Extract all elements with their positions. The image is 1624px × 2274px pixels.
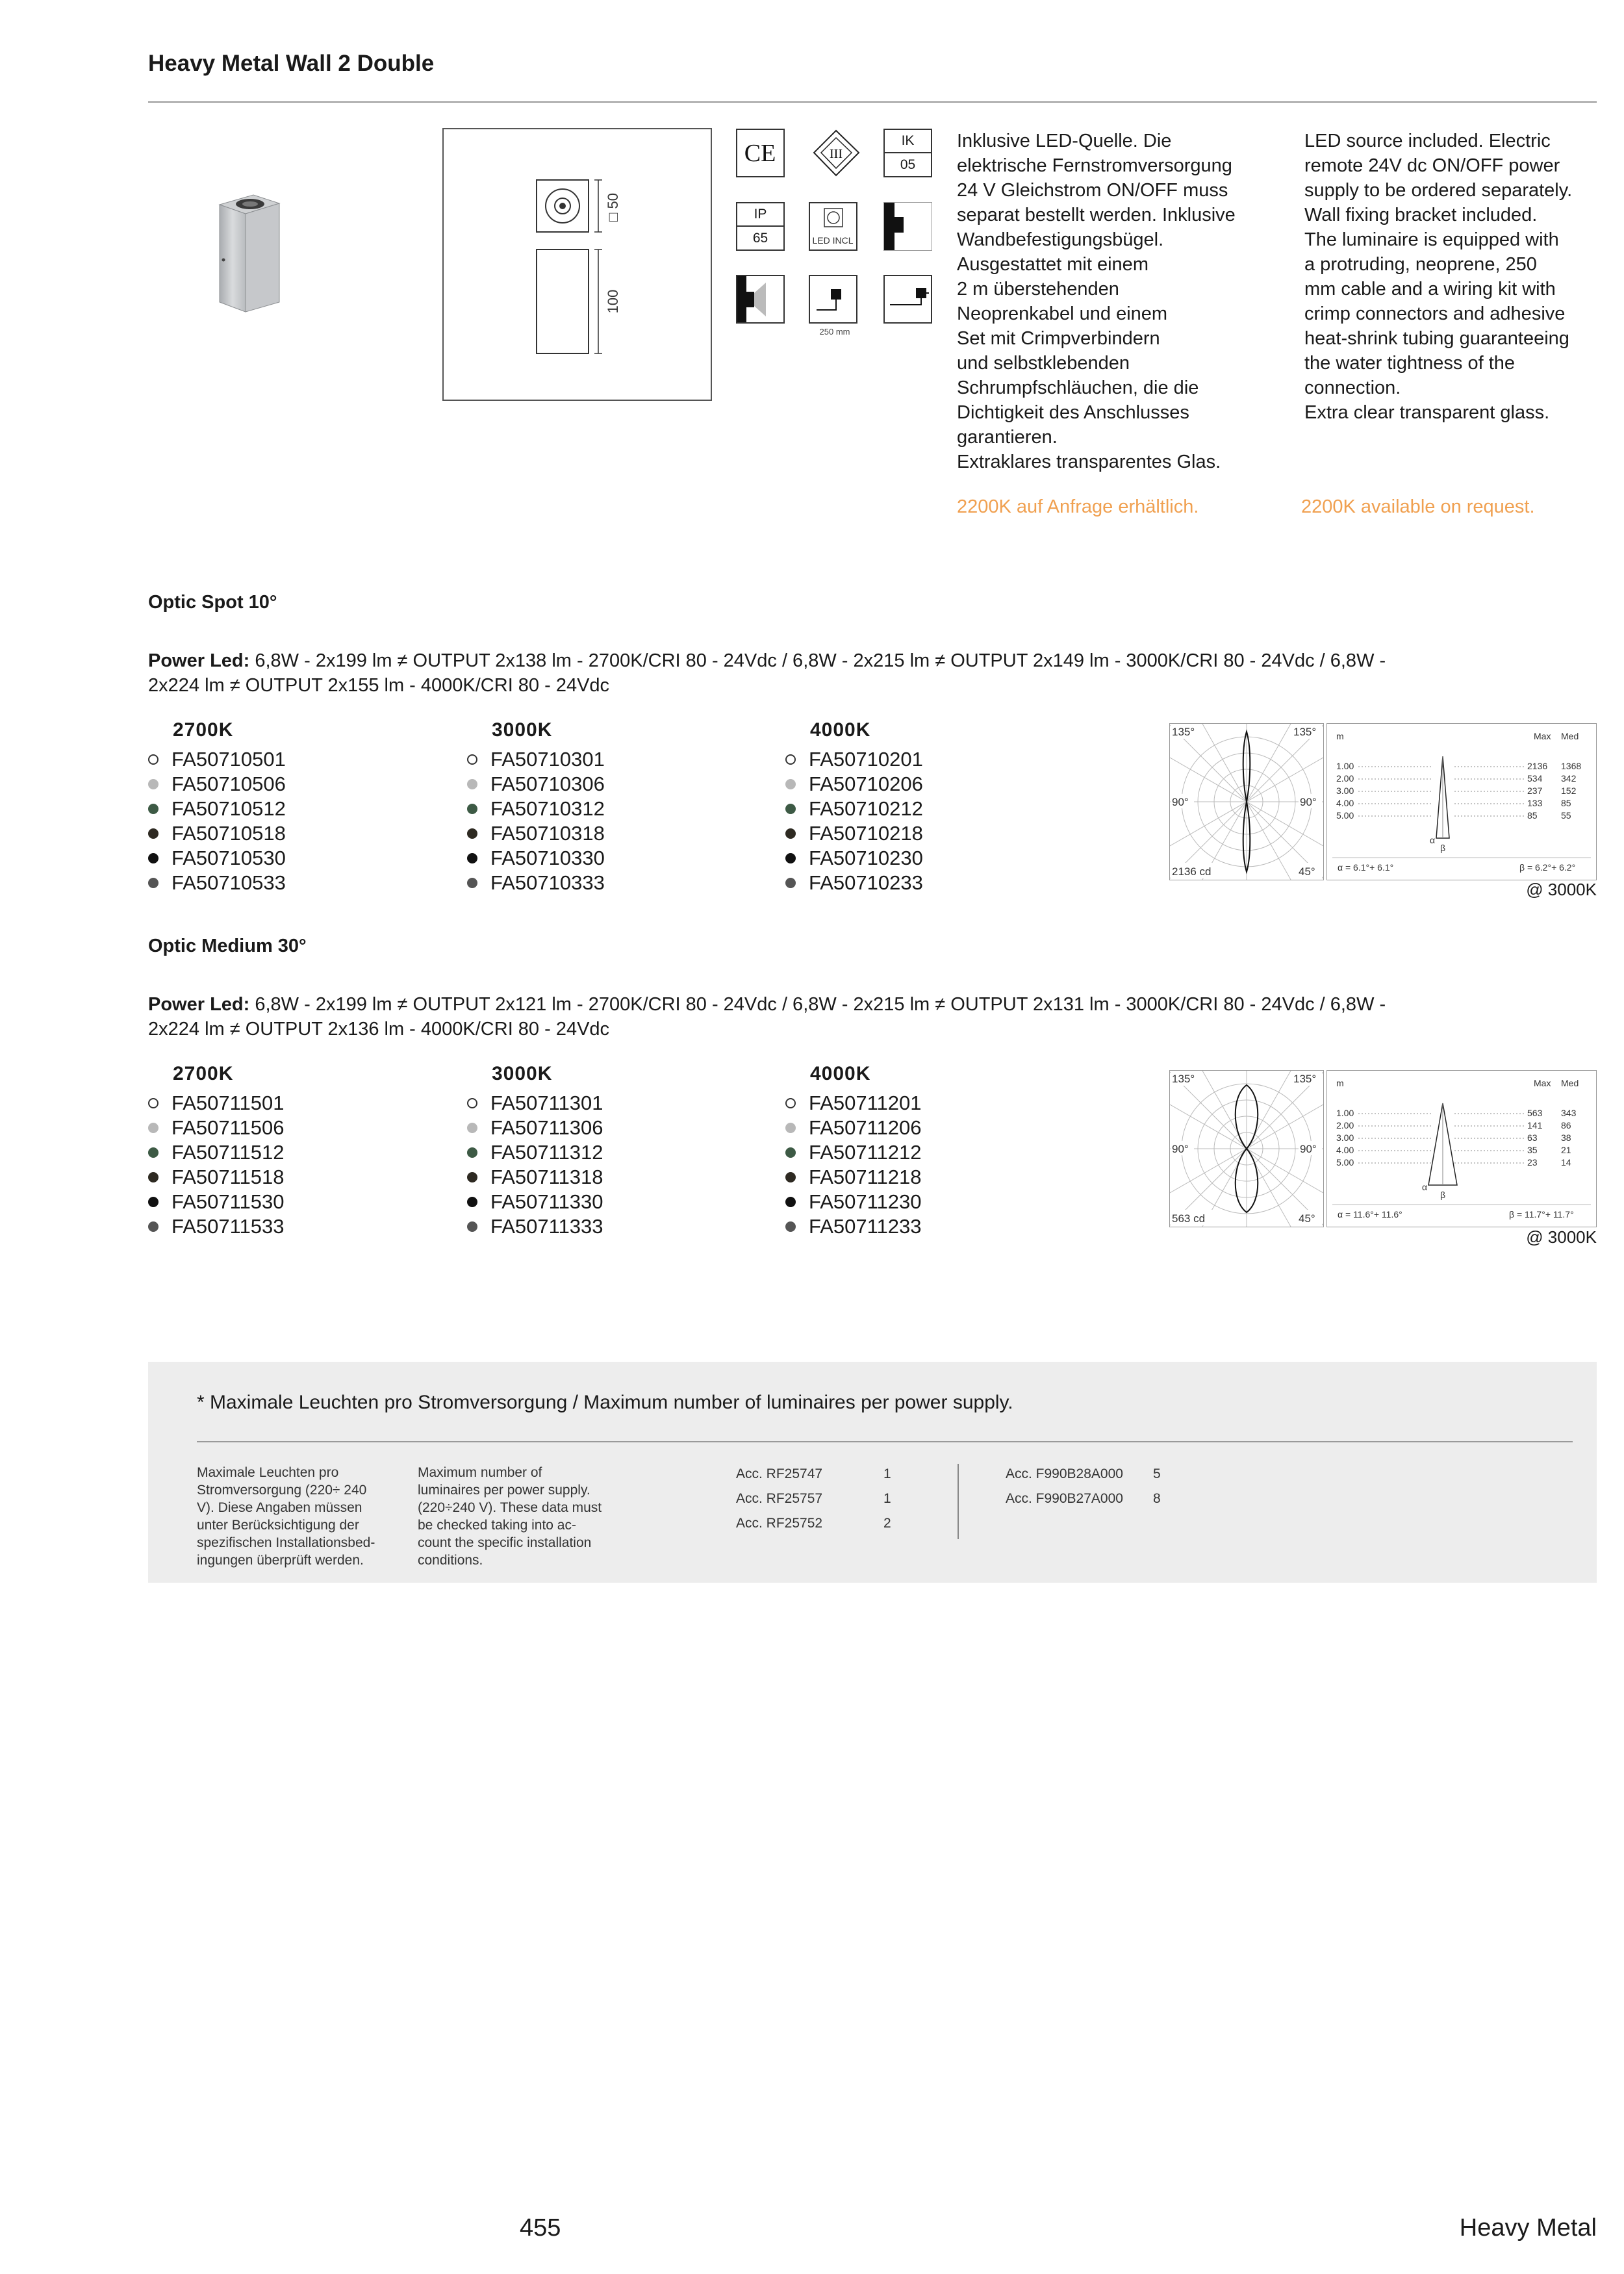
finish-dot — [785, 828, 796, 839]
light-emission-icon — [736, 275, 785, 324]
note-2200k-de: 2200K auf Anfrage erhältlich. — [957, 496, 1199, 517]
code-row: FA50710206 — [785, 772, 923, 797]
polar-label: 90° — [1172, 796, 1189, 808]
code-row: FA50711318 — [467, 1165, 603, 1190]
code-row: FA50710506 — [148, 772, 286, 797]
svg-text:2136: 2136 — [1527, 761, 1548, 771]
acc-item: Acc. F990B27A000 — [1006, 1491, 1123, 1506]
code-row: FA50710518 — [148, 821, 286, 846]
code-row: FA50711533 — [148, 1214, 285, 1239]
code-row: FA50710312 — [467, 797, 605, 821]
svg-text:563: 563 — [1527, 1108, 1543, 1118]
optic-spot-title: Optic Spot 10° — [148, 592, 277, 613]
svg-text:α = 11.6°+ 11.6°: α = 11.6°+ 11.6° — [1338, 1209, 1402, 1220]
polar-label: 45° — [1299, 1212, 1315, 1225]
svg-text:141: 141 — [1527, 1120, 1543, 1131]
svg-text:23: 23 — [1527, 1157, 1538, 1168]
power-supply-headline: * Maximale Leuchten pro Stromversorgung / Maximum number of luminaires per power supply. — [197, 1392, 1013, 1413]
finish-dot — [148, 1172, 159, 1182]
acc-divider — [958, 1464, 959, 1539]
polar-label: 135° — [1293, 1073, 1317, 1085]
dim-square-label: □ 50 — [605, 193, 621, 222]
svg-text:237: 237 — [1527, 786, 1543, 796]
svg-text:m: m — [1336, 731, 1344, 741]
spot-col-4000k: 4000K — [810, 719, 871, 741]
svg-text:2.00: 2.00 — [1336, 1120, 1354, 1131]
spot-cone-table — [1336, 761, 1581, 821]
svg-text:85: 85 — [1527, 810, 1538, 821]
code-row: FA50710218 — [785, 821, 923, 846]
finish-dot — [467, 853, 477, 863]
dimension-drawing — [442, 128, 712, 401]
svg-text:133: 133 — [1527, 798, 1543, 808]
spot-col-3000k: 3000K — [492, 719, 553, 741]
polar-label: 45° — [1299, 865, 1315, 878]
code-row: FA50710333 — [467, 871, 605, 895]
svg-text:14: 14 — [1561, 1157, 1571, 1168]
polar-label: 135° — [1172, 1073, 1195, 1085]
code-row: FA50711506 — [148, 1116, 285, 1140]
ip-rating-icon: IP 65 — [736, 202, 785, 251]
medium-col-2700k: 2700K — [173, 1063, 234, 1084]
medium-codes-3000k — [467, 1091, 603, 1239]
acc-qty: 5 — [1153, 1466, 1161, 1481]
svg-text:152: 152 — [1561, 786, 1577, 796]
code-row: FA50711333 — [467, 1214, 603, 1239]
finish-dot — [148, 779, 159, 789]
spot-cone-diagram — [1326, 723, 1597, 880]
acc-qty: 1 — [883, 1466, 891, 1481]
optic-spot-power: Power Led: 6,8W - 2x199 lm ≠ OUTPUT 2x138 lm - 2700K/CRI 80 - 24Vdc / 6,8W - 2x215 lm ≠ OUTPUT 2x149 lm - 3000K/CRI 80 - 24Vdc / 6,8W - 2x224 lm ≠ OUTPUT 2x155 lm - 4000K/CRI 80 - 24Vdc — [148, 650, 1386, 696]
acc-qty: 2 — [883, 1516, 891, 1531]
medium-codes-4000k — [785, 1091, 922, 1239]
code-row: FA50710318 — [467, 821, 605, 846]
led-included-icon — [809, 202, 857, 251]
finish-dot — [785, 754, 796, 765]
spot-at-temp: @ 3000K — [1526, 880, 1597, 899]
finish-dot — [148, 1197, 159, 1207]
svg-text:55: 55 — [1561, 810, 1571, 821]
power-note-en: Maximum number of luminaires per power supply. (220÷240 V). These data must be checked taking into ac- count the specific installation conditions. — [418, 1465, 602, 1568]
medium-cone-diagram — [1326, 1070, 1597, 1227]
code-row: FA50711233 — [785, 1214, 922, 1239]
svg-text:m: m — [1336, 1078, 1344, 1088]
svg-text:Max: Max — [1534, 1078, 1551, 1088]
acc-qty: 1 — [883, 1491, 891, 1506]
polar-label: 90° — [1300, 1143, 1317, 1155]
description-de: Inklusive LED-Quelle. Die elektrische Fernstromversorgung 24 V Gleichstrom ON/OFF muss separat bestellt werden. Inklusive Wandbefestigungsbügel. Ausgestattet mit einem 2 m überstehenden Neoprenkabel und einem Set mit Crimpverbindern und selbstklebenden Schrumpfschläuchen, die die Dichtigkeit des Anschlusses garantieren. Extraklares transparentes Glas. — [957, 131, 1236, 472]
finish-dot — [785, 1098, 796, 1108]
finish-dot — [148, 1221, 159, 1232]
page-number: 455 — [520, 2214, 561, 2242]
svg-text:α: α — [1430, 835, 1436, 845]
svg-text:4.00: 4.00 — [1336, 1145, 1354, 1155]
finish-dot — [467, 1147, 477, 1158]
svg-text:CE: CE — [744, 140, 776, 167]
finish-dot — [785, 1197, 796, 1207]
finish-dot — [785, 1147, 796, 1158]
title-rule — [148, 101, 1597, 103]
code-row: FA50711212 — [785, 1140, 922, 1165]
panel-rule — [197, 1441, 1573, 1442]
finish-dot — [148, 754, 159, 765]
finish-dot — [467, 779, 477, 789]
polar-label: 135° — [1293, 726, 1317, 738]
svg-text:342: 342 — [1561, 773, 1577, 784]
spot-codes-2700k — [148, 747, 286, 895]
finish-dot — [785, 1123, 796, 1133]
svg-text:1.00: 1.00 — [1336, 761, 1354, 771]
code-row: FA50710530 — [148, 846, 286, 871]
code-row: FA50711312 — [467, 1140, 603, 1165]
finish-dot — [785, 779, 796, 789]
spot-codes-3000k — [467, 747, 605, 895]
code-row: FA50711512 — [148, 1140, 285, 1165]
code-row: FA50711206 — [785, 1116, 922, 1140]
code-row: FA50710212 — [785, 797, 923, 821]
medium-col-3000k: 3000K — [492, 1063, 553, 1084]
finish-dot — [148, 828, 159, 839]
code-row: FA50711501 — [148, 1091, 285, 1116]
page-title: Heavy Metal Wall 2 Double — [148, 51, 435, 76]
svg-text:β: β — [1440, 843, 1446, 853]
finish-dot — [785, 853, 796, 863]
acc-item: Acc. RF25752 — [736, 1516, 823, 1531]
spot-codes-4000k — [785, 747, 923, 895]
svg-text:38: 38 — [1561, 1132, 1571, 1143]
polar-candela: 563 cd — [1172, 1212, 1206, 1225]
svg-text:343: 343 — [1561, 1108, 1577, 1118]
wall-mount-icon — [883, 202, 932, 251]
finish-dot — [467, 878, 477, 888]
finish-dot — [148, 853, 159, 863]
finish-dot — [467, 804, 477, 814]
finish-dot — [467, 1197, 477, 1207]
acc-qty: 8 — [1153, 1491, 1161, 1506]
medium-codes-2700k — [148, 1091, 285, 1239]
svg-text:α: α — [1422, 1182, 1428, 1192]
optic-medium-power: Power Led: 6,8W - 2x199 lm ≠ OUTPUT 2x121 lm - 2700K/CRI 80 - 24Vdc / 6,8W - 2x215 lm ≠ OUTPUT 2x131 lm - 3000K/CRI 80 - 24Vdc / 6,8W - 2x224 lm ≠ OUTPUT 2x136 lm - 4000K/CRI 80 - 24Vdc — [148, 994, 1386, 1040]
polar-label: 90° — [1172, 1143, 1189, 1155]
code-row: FA50710201 — [785, 747, 923, 772]
svg-text:63: 63 — [1527, 1132, 1538, 1143]
finish-dot — [467, 1221, 477, 1232]
class-iii-icon — [812, 129, 861, 177]
finish-dot — [785, 1172, 796, 1182]
svg-text:85: 85 — [1561, 798, 1571, 808]
svg-text:Med: Med — [1561, 731, 1579, 741]
acc-item: Acc. F990B28A000 — [1006, 1466, 1123, 1481]
svg-text:4.00: 4.00 — [1336, 798, 1354, 808]
svg-text:1368: 1368 — [1561, 761, 1582, 771]
svg-text:α = 6.1°+ 6.1°: α = 6.1°+ 6.1° — [1338, 862, 1394, 873]
svg-text:3.00: 3.00 — [1336, 1132, 1354, 1143]
code-row: FA50710501 — [148, 747, 286, 772]
polar-label: 135° — [1172, 726, 1195, 738]
finish-dot — [785, 878, 796, 888]
remote-driver-icon — [883, 275, 932, 324]
code-row: FA50710230 — [785, 846, 923, 871]
svg-text:5.00: 5.00 — [1336, 810, 1354, 821]
svg-text:21: 21 — [1561, 1145, 1571, 1155]
finish-dot — [467, 828, 477, 839]
finish-dot — [148, 878, 159, 888]
code-row: FA50710306 — [467, 772, 605, 797]
acc-item: Acc. RF25757 — [736, 1491, 823, 1506]
optic-medium-title: Optic Medium 30° — [148, 936, 307, 956]
svg-text:β = 6.2°+ 6.2°: β = 6.2°+ 6.2° — [1519, 862, 1576, 873]
svg-text:86: 86 — [1561, 1120, 1571, 1131]
polar-candela: 2136 cd — [1172, 865, 1212, 878]
code-row: FA50711518 — [148, 1165, 285, 1190]
svg-text:III: III — [830, 147, 843, 161]
code-row: FA50711218 — [785, 1165, 922, 1190]
svg-text:Max: Max — [1534, 731, 1551, 741]
medium-col-4000k: 4000K — [810, 1063, 871, 1084]
svg-text:35: 35 — [1527, 1145, 1538, 1155]
finish-dot — [467, 1098, 477, 1108]
finish-dot — [785, 1221, 796, 1232]
code-row: FA50710330 — [467, 846, 605, 871]
svg-text:1.00: 1.00 — [1336, 1108, 1354, 1118]
dim-height-label: 100 — [605, 289, 621, 314]
cable-length-icon — [809, 275, 857, 324]
spot-col-2700k: 2700K — [173, 719, 234, 741]
code-row: FA50710533 — [148, 871, 286, 895]
svg-text:534: 534 — [1527, 773, 1543, 784]
svg-text:β = 11.7°+ 11.7°: β = 11.7°+ 11.7° — [1509, 1209, 1574, 1220]
note-2200k-en: 2200K available on request. — [1301, 496, 1535, 517]
code-row: FA50710512 — [148, 797, 286, 821]
finish-dot — [467, 1123, 477, 1133]
svg-text:2.00: 2.00 — [1336, 773, 1354, 784]
svg-text:3.00: 3.00 — [1336, 786, 1354, 796]
power-note-de: Maximale Leuchten pro Stromversorgung (220÷ 240 V). Diese Angaben müssen unter Berücksichtigung der spezifischen Installationsbed- ingungen überprüft werden. — [197, 1465, 375, 1568]
finish-dot — [467, 754, 477, 765]
finish-dot — [148, 1147, 159, 1158]
code-row: FA50711201 — [785, 1091, 922, 1116]
medium-at-temp: @ 3000K — [1526, 1227, 1597, 1247]
finish-dot — [785, 804, 796, 814]
polar-label: 90° — [1300, 796, 1317, 808]
medium-cone-table — [1336, 1108, 1577, 1168]
code-row: FA50711301 — [467, 1091, 603, 1116]
code-row: FA50710233 — [785, 871, 923, 895]
finish-dot — [148, 1098, 159, 1108]
code-row: FA50711306 — [467, 1116, 603, 1140]
code-row: FA50711330 — [467, 1190, 603, 1214]
description-en: LED source included. Electric remote 24V dc ON/OFF power supply to be ordered separately. Wall fixing bracket included. The luminaire is equipped with a protruding, neoprene, 250 mm cable and a wiring kit with crimp connectors and adhesive heat-shrink tubing guaranteeing the water tightness of the connection. Extra clear transparent glass. — [1304, 131, 1573, 423]
medium-polar-diagram — [1169, 1070, 1324, 1227]
svg-text:β: β — [1440, 1190, 1446, 1200]
ik-rating-icon: IK 05 — [883, 129, 932, 177]
cable-length-label: 250 mm — [819, 327, 850, 337]
svg-text:Med: Med — [1561, 1078, 1579, 1088]
code-row: FA50711230 — [785, 1190, 922, 1214]
finish-dot — [467, 1172, 477, 1182]
finish-dot — [148, 1123, 159, 1133]
finish-dot — [148, 804, 159, 814]
code-row: FA50711530 — [148, 1190, 285, 1214]
product-image — [214, 185, 286, 315]
svg-text:LED INCL: LED INCL — [812, 235, 854, 246]
svg-text:5.00: 5.00 — [1336, 1157, 1354, 1168]
footer-collection: Heavy Metal — [1459, 2214, 1597, 2242]
ce-mark-icon — [736, 129, 785, 177]
acc-item: Acc. RF25747 — [736, 1466, 823, 1481]
spot-polar-diagram — [1169, 723, 1324, 880]
code-row: FA50710301 — [467, 747, 605, 772]
